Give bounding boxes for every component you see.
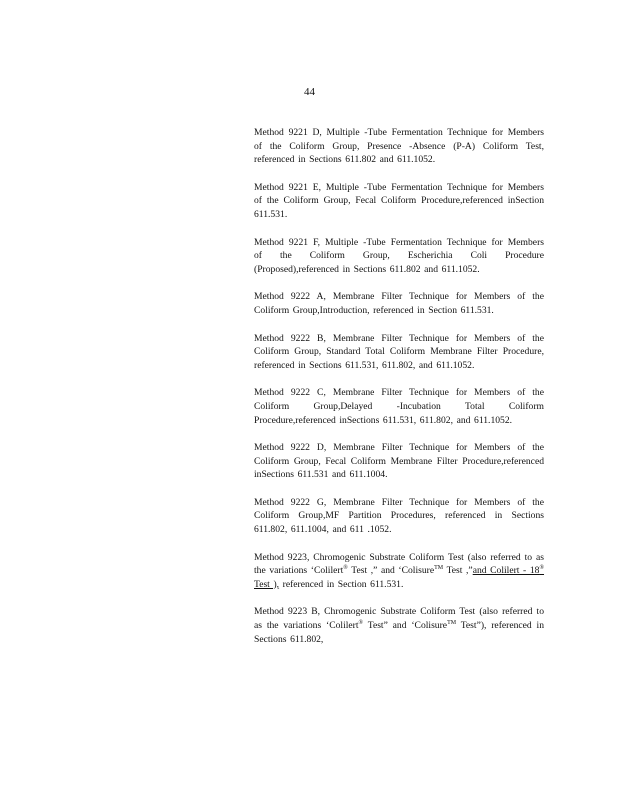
entry-text: Test”), referenced in Sections 611.802, bbox=[254, 620, 544, 645]
entry-text: referenced in Section 611.531. bbox=[279, 578, 404, 590]
trademark-mark: TM bbox=[447, 619, 457, 626]
method-entry-9223-b bbox=[254, 605, 544, 646]
method-entry-9222-a: Method 9222 A, Membrane Filter Technique for Members of the Coliform Group,Introduction, referenced in Section 611.531. bbox=[254, 291, 544, 316]
entry-text: Test” and ‘Colisure bbox=[367, 620, 448, 632]
method-entry-9222-g: Method 9222 G, Membrane Filter Technique for Members of the Coliform Group,MF Partition Procedures, referenced in Sections 611.802, 611.1004, and 611 .1052. bbox=[254, 496, 544, 536]
method-entry-9223 bbox=[254, 551, 544, 592]
method-reference-list bbox=[254, 126, 544, 660]
method-entry-9222-d: Method 9222 D, Membrane Filter Technique for Members of the Coliform Group, Fecal Coliform Membrane Filter Procedure,referenced inSections 611.531 and 611.1004. bbox=[254, 442, 544, 481]
method-entry-9221-d: Method 9221 D, Multiple -Tube Fermentation Technique for Members of the Coliform Group, Presence -Absence (P-A) Coliform Test, referenced in Sections 611.802 and 611.1052. bbox=[254, 127, 544, 166]
method-entry-9221-f: Method 9221 F, Multiple -Tube Fermentation Technique for Members of the Coliform Group, Escherichia Coli Procedure (Proposed),referenced in Sections 611.802 and 611.1052. bbox=[254, 236, 544, 275]
trademark-mark: TM bbox=[434, 565, 444, 572]
entry-text: Method 9223, Chromogenic Substrate Coliform Test (also referred to as the variations ‘Colilert bbox=[254, 551, 544, 577]
registered-mark: ® bbox=[343, 565, 348, 572]
entry-text: Test ,” bbox=[446, 565, 473, 577]
entry-text: Test ,” and ‘Colisure bbox=[351, 565, 435, 577]
registered-mark: ® bbox=[358, 619, 364, 626]
entry-text: Method 9223 B, Chromogenic Substrate Coliform Test (also referred to as the variations ‘Colilert bbox=[254, 606, 544, 632]
entry-text: Test ), bbox=[254, 578, 280, 590]
method-entry-9222-b: Method 9222 B, Membrane Filter Technique for Members of the Coliform Group, Standard Total Coliform Membrane Filter Procedure, referenced in Sections 611.531, 611.802, and 611.1052. bbox=[254, 332, 544, 371]
method-entry-9221-e: Method 9221 E, Multiple -Tube Fermentation Technique for Members of the Coliform Group, Fecal Coliform Procedure,referenced inSection 611.531. bbox=[254, 181, 544, 220]
method-entry-9222-c: Method 9222 C, Membrane Filter Technique for Members of the Coliform Group,Delayed -Incubation Total Coliform Procedure,referenced inSections 611.531, 611.802, and 611.1052. bbox=[254, 387, 544, 426]
registered-mark: ® bbox=[539, 565, 545, 572]
page-number: 44 bbox=[304, 86, 315, 98]
entry-text: and Colilert - 18 bbox=[472, 565, 540, 577]
